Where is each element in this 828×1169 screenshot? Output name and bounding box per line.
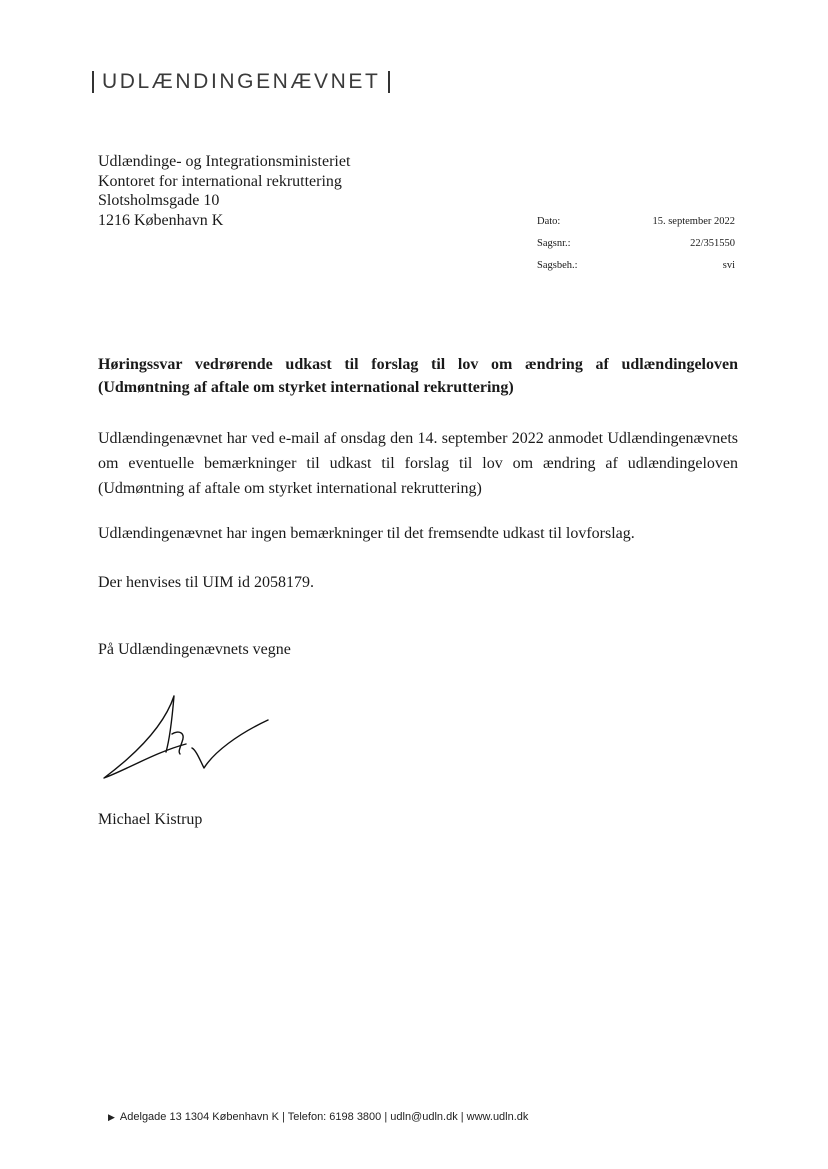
logo-right-bar (388, 71, 390, 93)
recipient-line: Kontoret for international rekruttering (98, 172, 342, 190)
meta-handler-label: Sagsbeh.: (537, 260, 578, 271)
letter-paragraph: Der henvises til UIM id 2058179. (98, 574, 314, 591)
letter-paragraph: Udlændingenævnet har ved e-mail af onsdag den 14. september 2022 anmodet Udlændingenævnets om eventuelle bemærkninger til udkast til forslag til lov om ændring af udlændingeloven (Udmøntning af aftale om styrket international rekruttering) (98, 430, 738, 497)
meta-handler-value: svi (722, 260, 735, 271)
recipient-line: Slotsholmsgade 10 (98, 192, 220, 209)
recipient-line: Udlændinge- og Integrationsministeriet (98, 153, 351, 170)
letterhead-logo (92, 70, 390, 94)
meta-case-value: 22/351550 (690, 238, 735, 249)
logo-left-bar (92, 71, 94, 93)
letter-meta (537, 216, 735, 282)
meta-date-label: Dato: (537, 216, 561, 227)
footer-contact (108, 1111, 528, 1123)
meta-date-value: 15. september 2022 (652, 216, 735, 227)
footer-text: Adelgade 13 1304 København K | Telefon: 6198 3800 | udln@udln.dk | www.udln.dk (119, 1111, 529, 1123)
logo-text: UDLÆNDINGENÆVNET (102, 70, 381, 93)
signer-name: Michael Kistrup (98, 811, 203, 828)
meta-date-row (537, 216, 735, 238)
letter-title: Høringssvar vedrørende udkast til forslag til lov om ændring af udlændingeloven (Udmøntning af aftale om styrket international rekruttering) (98, 356, 738, 396)
meta-case-label: Sagsnr.: (537, 238, 571, 249)
closing-regards: På Udlændingenævnets vegne (98, 641, 291, 658)
signature-image (96, 690, 276, 785)
letter-paragraph: Udlændingenævnet har ingen bemærkninger til det fremsendte udkast til lovforslag. (98, 525, 635, 542)
meta-case-row (537, 238, 735, 260)
meta-handler-row (537, 260, 735, 282)
recipient-line: 1216 København K (98, 211, 224, 229)
arrow-right-icon: ▶ (108, 1112, 115, 1122)
recipient-address (98, 152, 350, 230)
